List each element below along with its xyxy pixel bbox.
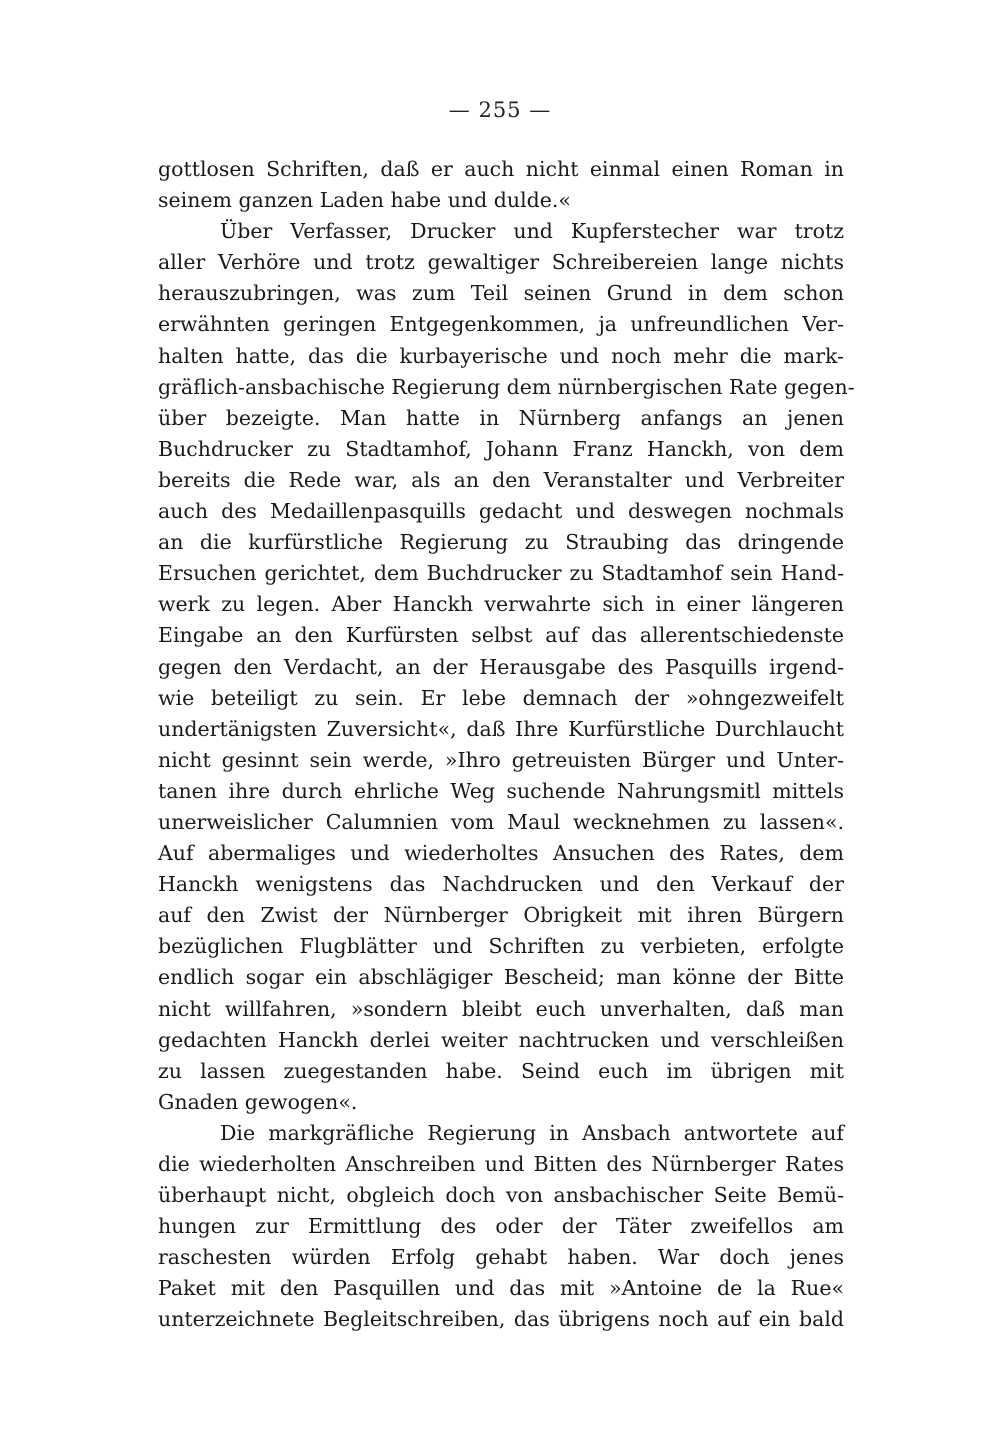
text-line: aller Verhöre und trotz gewaltiger Schreibereien lange nichts (158, 250, 844, 275)
text-line: Paket mit den Pasquillen und das mit »Antoine de la Rue« (158, 1276, 844, 1301)
text-line: gegen den Verdacht, an der Herausgabe des Pasquills irgend- (158, 654, 844, 679)
text-line: undertänigsten Zuversicht«, daß Ihre Kurfürstliche Durchlaucht (158, 716, 844, 741)
text-line: unterzeichnete Begleitschreiben, das übrigens noch auf ein bald (158, 1307, 844, 1332)
text-line: Gnaden gewogen«. (158, 1089, 358, 1114)
body-text (158, 154, 855, 1336)
text-line: die wiederholten Anschreiben und Bitten des Nürnberger Rates (158, 1152, 844, 1176)
text-line: Buchdrucker zu Stadtamhof, Johann Franz Hanckh, von dem (158, 436, 844, 461)
text-line: Auf abermaliges und wiederholtes Ansuchen des Rates, dem (158, 841, 844, 866)
text-line: überhaupt nicht, obgleich doch von ansbachischer Seite Bemü- (158, 1183, 844, 1208)
text-line: an die kurfürstliche Regierung zu Straubing das dringende (158, 530, 844, 555)
text-line: erwähnten geringen Entgegenkommen, ja unfreundlichen Ver- (158, 312, 844, 337)
text-line: unerweislicher Calumnien vom Maul wecknehmen zu lassen«. (158, 809, 844, 834)
text-line: Die markgräfliche Regierung in Ansbach antwortete auf (220, 1120, 844, 1145)
text-line: tanen ihre durch ehrliche Weg suchende Nahrungsmitl mittels (158, 778, 844, 803)
text-line: halten hatte, das die kurbayerische und noch mehr die mark- (158, 343, 844, 368)
text-line: gräflich-ansbachische Regierung dem nürnbergischen Rate gegen- (158, 374, 855, 399)
text-line: auch des Medaillenpasquills gedacht und deswegen nochmals (158, 499, 844, 524)
text-line: hungen zur Ermittlung des oder der Täter zweifellos am (158, 1214, 844, 1239)
text-line: seinem ganzen Laden habe und dulde.« (158, 188, 571, 213)
text-line: gottlosen Schriften, daß er auch nicht einmal einen Roman in (158, 157, 844, 181)
text-line: zu lassen zuegestanden habe. Seind euch im übrigen mit (158, 1058, 844, 1083)
text-line: bereits die Rede war, als an den Veranstalter und Verbreiter (158, 467, 844, 492)
text-line: nicht willfahren, »sondern bleibt euch unverhalten, daß man (158, 996, 844, 1021)
page-number: — 255 — (448, 98, 552, 122)
text-line: endlich sogar ein abschlägiger Bescheid; man könne der Bitte (158, 965, 844, 990)
text-line: raschesten würden Erfolg gehabt haben. War doch jenes (158, 1245, 844, 1270)
text-line: Hanckh wenigstens das Nachdrucken und den Verkauf der (158, 872, 844, 897)
text-line: werk zu legen. Aber Hanckh verwahrte sich in einer längeren (158, 592, 844, 617)
text-line: wie beteiligt zu sein. Er lebe demnach der »ohngezweifelt (158, 685, 844, 710)
text-line: Eingabe an den Kurfürsten selbst auf das allerentschiedenste (158, 623, 844, 648)
text-line: gedachten Hanckh derlei weiter nachtrucken und verschleißen (158, 1027, 844, 1052)
text-line: nicht gesinnt sein werde, »Ihro getreuisten Bürger und Unter- (158, 747, 844, 772)
text-line: über bezeigte. Man hatte in Nürnberg anfangs an jenen (158, 405, 844, 430)
text-line: herauszubringen, was zum Teil seinen Grund in dem schon (158, 281, 844, 306)
text-line: bezüglichen Flugblätter und Schriften zu verbieten, erfolgte (158, 934, 844, 959)
text-line: Über Verfasser, Drucker und Kupferstecher war trotz (220, 219, 844, 244)
text-line: auf den Zwist der Nürnberger Obrigkeit mit ihren Bürgern (158, 903, 844, 928)
text-line: Ersuchen gerichtet, dem Buchdrucker zu Stadtamhof sein Hand- (158, 561, 844, 586)
